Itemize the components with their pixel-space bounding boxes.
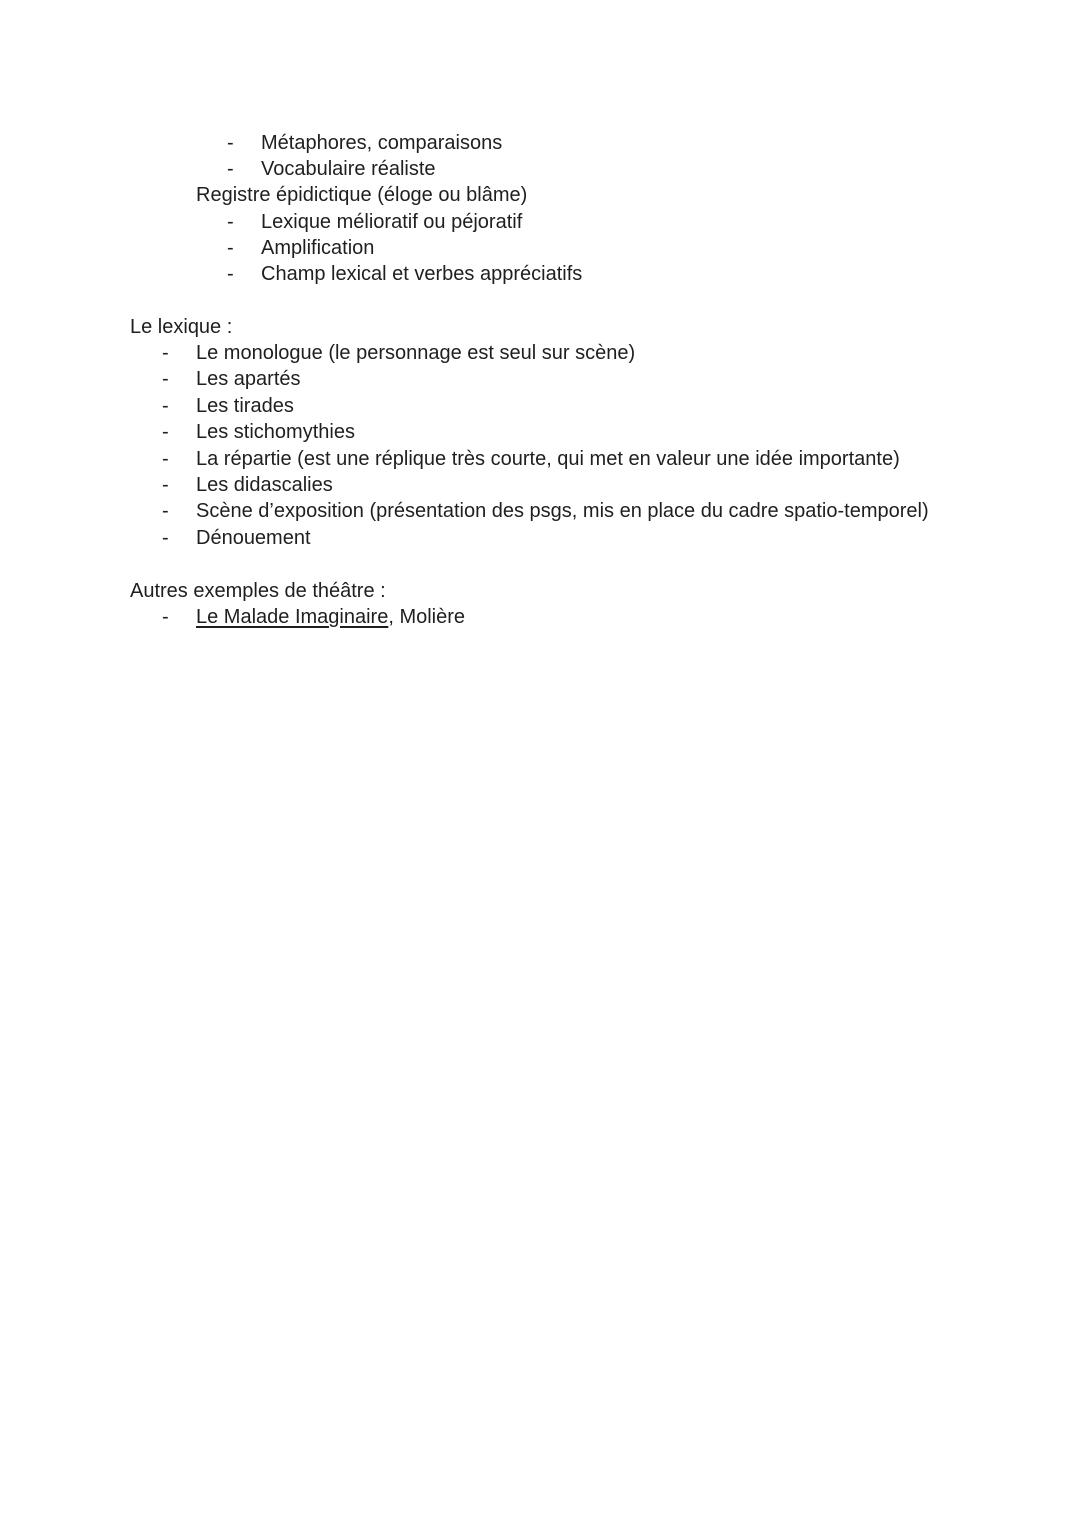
list-item: Les stichomythies — [196, 421, 355, 443]
list-item — [196, 604, 465, 630]
list-item: Scène d’exposition (présentation des psgs, mis en place du cadre spatio-temporel) — [196, 500, 929, 522]
list-item: Les tirades — [196, 395, 294, 417]
section-heading-lexique: Le lexique : — [130, 316, 233, 338]
list-item: Champ lexical et verbes appréciatifs — [261, 263, 583, 285]
bullet-dash: - — [227, 211, 234, 233]
bullet-dash: - — [162, 421, 169, 443]
list-item: Les didascalies — [196, 474, 333, 496]
bullet-dash: - — [227, 237, 234, 259]
bullet-dash: - — [162, 395, 169, 417]
list-item: Métaphores, comparaisons — [261, 132, 503, 154]
bullet-dash: - — [162, 448, 169, 470]
list-item: Le monologue (le personnage est seul sur scène) — [196, 342, 636, 364]
bullet-dash: - — [162, 527, 169, 549]
work-author: , Molière — [388, 606, 466, 628]
list-item: Les apartés — [196, 368, 301, 390]
work-title: Le Malade Imaginaire — [196, 606, 389, 628]
section-heading-autres: Autres exemples de théâtre : — [130, 580, 386, 602]
bullet-dash: - — [162, 368, 169, 390]
bullet-dash: - — [162, 474, 169, 496]
bullet-dash: - — [162, 606, 169, 628]
bullet-dash: - — [227, 132, 234, 154]
registre-label: Registre épidictique (éloge ou blâme) — [196, 184, 528, 206]
bullet-dash: - — [227, 158, 234, 180]
list-item: Vocabulaire réaliste — [261, 158, 436, 180]
list-item: Lexique mélioratif ou péjoratif — [261, 211, 523, 233]
list-item: La répartie (est une réplique très courte, qui met en valeur une idée importante) — [196, 448, 900, 470]
bullet-dash: - — [162, 342, 169, 364]
bullet-dash: - — [162, 500, 169, 522]
list-item: Dénouement — [196, 527, 311, 549]
list-item: Amplification — [261, 237, 375, 259]
bullet-dash: - — [227, 263, 234, 285]
